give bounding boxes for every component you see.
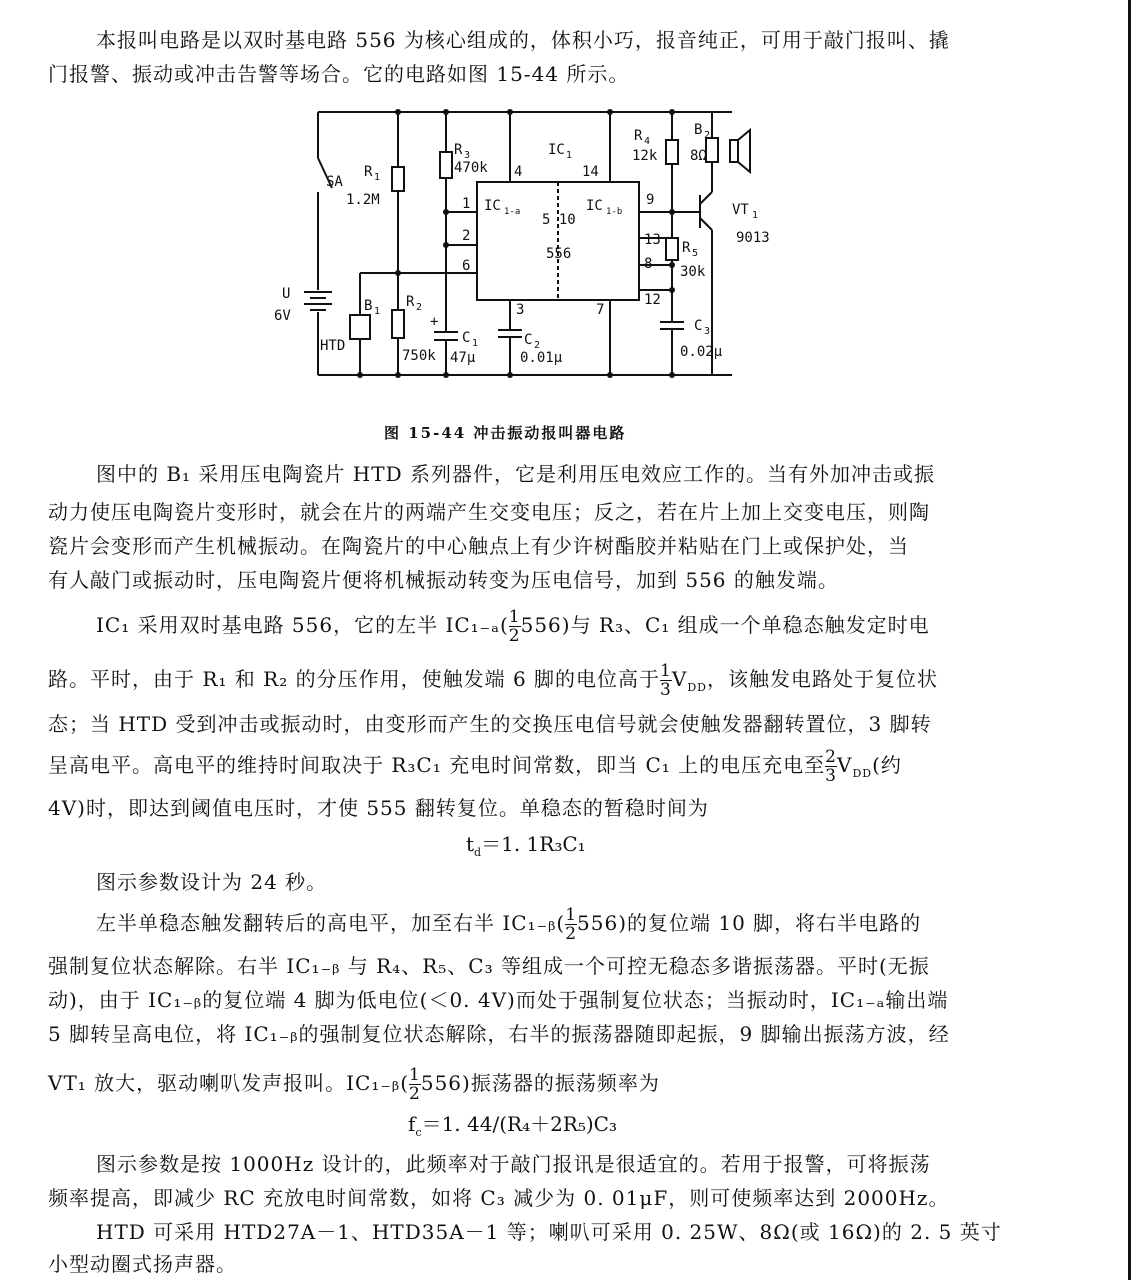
para5-line2: 频率提高，即减少 RC 充放电时间常数，如将 C₃ 减少为 0. 01μF，则可使频率达到 2000Hz。 <box>48 1186 950 1210</box>
circuit-diagram <box>270 100 790 390</box>
label-sa: SA <box>326 174 343 190</box>
label-c3-sub: 3 <box>704 326 711 337</box>
label-c3: C <box>694 318 703 334</box>
label-r4: R <box>634 128 643 144</box>
label-pin4: 4 <box>514 164 523 180</box>
label-b2-sub: 2 <box>704 130 711 141</box>
para2-line2: 动力使压电陶瓷片变形时，就会在片的两端产生交变电压；反之，若在片上加上交变电压，则陶 <box>48 500 930 524</box>
label-c2-val: 0.01μ <box>520 350 563 366</box>
para3-line4: 呈高电平。高电平的维持时间取决于 R₃C₁ 充电时间常数，即当 C₁ 上的电压充电至 $\frac{2}{3}$ $V_{DD}$(约 <box>48 747 902 786</box>
fraction-half: $\frac{1}{2}$ <box>508 607 521 646</box>
para3-line2: 路。平时，由于 R₁ 和 R₂ 的分压作用，使触发端 6 脚的电位高于 $\frac{1}{3}$ $V_{DD}$，该触发电路处于复位状 <box>48 661 938 700</box>
label-vt1: VT <box>732 202 749 218</box>
label-pin14: 14 <box>582 164 599 180</box>
para3-line1 <box>96 608 1006 645</box>
label-r1: R <box>364 164 373 180</box>
para3-line5: 4V)时，即达到阈值电压时，才使 555 翻转复位。单稳态的暂稳时间为 <box>48 796 709 820</box>
label-r5: R <box>682 240 691 256</box>
label-pin6: 6 <box>462 258 471 274</box>
label-ic1a: IC <box>484 198 501 214</box>
para3-line1-b: 556)与 R₃、C₁ 组成一个单稳态触发定时电 <box>520 613 930 637</box>
label-u: U <box>282 286 291 302</box>
label-pin8: 8 <box>644 256 653 272</box>
label-pin3: 3 <box>516 302 525 318</box>
para6-line1: HTD 可采用 HTD27A－1、HTD35A－1 等；喇叭可采用 0. 25W、8Ω(或 16Ω)的 2. 5 英寸 <box>96 1220 1002 1244</box>
label-r3: R <box>454 142 463 158</box>
label-pin13: 13 <box>644 232 661 248</box>
label-r3-sub: 3 <box>464 150 471 161</box>
label-ic1a-sub: 1-a <box>504 207 521 217</box>
fraction-half-3: $\frac{1}{2}$ <box>409 1065 421 1104</box>
para2-line4: 有人敲门或振动时，压电陶瓷片便将机械振动转变为压电信号，加到 556 的触发端。 <box>48 568 839 592</box>
para4-line5: VT₁ 放大，驱动喇叭发声报叫。IC₁₋ᵦ( $\frac{1}{2}$ 556)振荡器的振荡频率为 <box>48 1065 660 1104</box>
label-ic1b-sub: 1-b <box>606 207 623 217</box>
label-r5-val: 30k <box>680 264 706 280</box>
para2-line1: 图中的 B₁ 采用压电陶瓷片 HTD 系列器件，它是利用压电效应工作的。当有外加冲击或振 <box>96 462 935 486</box>
label-r4-val: 12k <box>632 148 658 164</box>
label-c1: C <box>462 330 471 346</box>
equation-fc: $f_c=1$. 44/(R₄＋2R₅)C₃ <box>408 1112 618 1139</box>
label-b1-sub: 1 <box>374 306 381 317</box>
label-mid-pins: 5 10 <box>542 212 576 228</box>
label-ic1: IC <box>548 142 565 158</box>
para3-line6: 图示参数设计为 24 秒。 <box>96 870 328 894</box>
right-margin-rule <box>1128 0 1131 1280</box>
para5-line1: 图示参数是按 1000Hz 设计的，此频率对于敲门报讯是很适宜的。若用于报警，可将振荡 <box>96 1152 931 1176</box>
label-r3-val: 470k <box>454 160 488 176</box>
label-ic1b: IC <box>586 198 603 214</box>
label-b2: B <box>694 122 703 138</box>
label-pin9: 9 <box>646 192 655 208</box>
para4-line3: 动)，由于 IC₁₋ᵦ的复位端 4 脚为低电位(＜0. 4V)而处于强制复位状态；当振动时，IC₁₋ₐ输出端 <box>48 988 949 1012</box>
label-vt1-sub: 1 <box>752 210 759 221</box>
fraction-twothird: $\frac{2}{3}$ <box>825 747 837 786</box>
label-pin2: 2 <box>462 228 471 244</box>
label-b1: B <box>364 298 373 314</box>
label-c2-sub: 2 <box>534 340 541 351</box>
label-pin7: 7 <box>596 302 605 318</box>
para4-line4: 5 脚转呈高电位，将 IC₁₋ᵦ的强制复位状态解除，右半的振荡器随即起振，9 脚输出振荡方波，经 <box>48 1022 950 1046</box>
para4-line2: 强制复位状态解除。右半 IC₁₋ᵦ 与 R₄、R₅、C₃ 等组成一个可控无稳态多谐振荡器。平时(无振 <box>48 954 930 978</box>
label-r1-val: 1.2M <box>346 192 380 208</box>
label-c1-sub: 1 <box>472 338 479 349</box>
label-r5-sub: 5 <box>692 248 699 259</box>
label-htd: HTD <box>320 338 346 354</box>
label-c3-val: 0.02μ <box>680 344 723 360</box>
label-pin12: 12 <box>644 292 661 308</box>
label-c2: C <box>524 332 533 348</box>
label-u-val: 6V <box>274 308 291 324</box>
equation-td: $t_d=1$. 1R₃C₁ <box>466 832 586 859</box>
label-chip: 556 <box>546 246 572 262</box>
label-vt1-val: 9013 <box>736 230 770 246</box>
para3-line3: 态；当 HTD 受到冲击或振动时，由变形而产生的交换压电信号就会使触发器翻转置位，3 脚转 <box>48 712 932 736</box>
label-c1-val: 47μ <box>450 350 476 366</box>
label-c1-plus: + <box>430 314 439 330</box>
label-r2: R <box>406 294 415 310</box>
label-r1-sub: 1 <box>374 172 381 183</box>
para1-line2: 门报警、振动或冲击告警等场合。它的电路如图 15-44 所示。 <box>48 62 630 86</box>
para4-line1: 左半单稳态触发翻转后的高电平，加至右半 IC₁₋ᵦ( $\frac{1}{2}$ 556)的复位端 10 脚，将右半电路的 <box>96 905 922 944</box>
fraction-half-2: $\frac{1}{2}$ <box>565 905 578 944</box>
para2-line3: 瓷片会变形而产生机械振动。在陶瓷片的中心触点上有少许树酯胶并粘贴在门上或保护处，当 <box>48 534 909 558</box>
label-b2-val: 8Ω <box>690 148 707 164</box>
label-pin1: 1 <box>462 196 471 212</box>
label-r4-sub: 4 <box>644 136 651 147</box>
figure-caption: 图 15-44 冲击振动报叫器电路 <box>384 424 627 442</box>
label-ic1-sub: 1 <box>566 150 573 161</box>
fraction-third: $\frac{1}{3}$ <box>660 661 672 700</box>
para3-line1-a: IC₁ 采用双时基电路 556，它的左半 IC₁₋ₐ( <box>96 613 509 637</box>
label-r2-sub: 2 <box>416 302 423 313</box>
para1-line1: 本报叫电路是以双时基电路 556 为核心组成的，体积小巧，报音纯正，可用于敲门报叫、撬 <box>96 28 950 52</box>
label-r2-val: 750k <box>402 348 436 364</box>
para6-line2: 小型动圈式扬声器。 <box>48 1252 237 1276</box>
